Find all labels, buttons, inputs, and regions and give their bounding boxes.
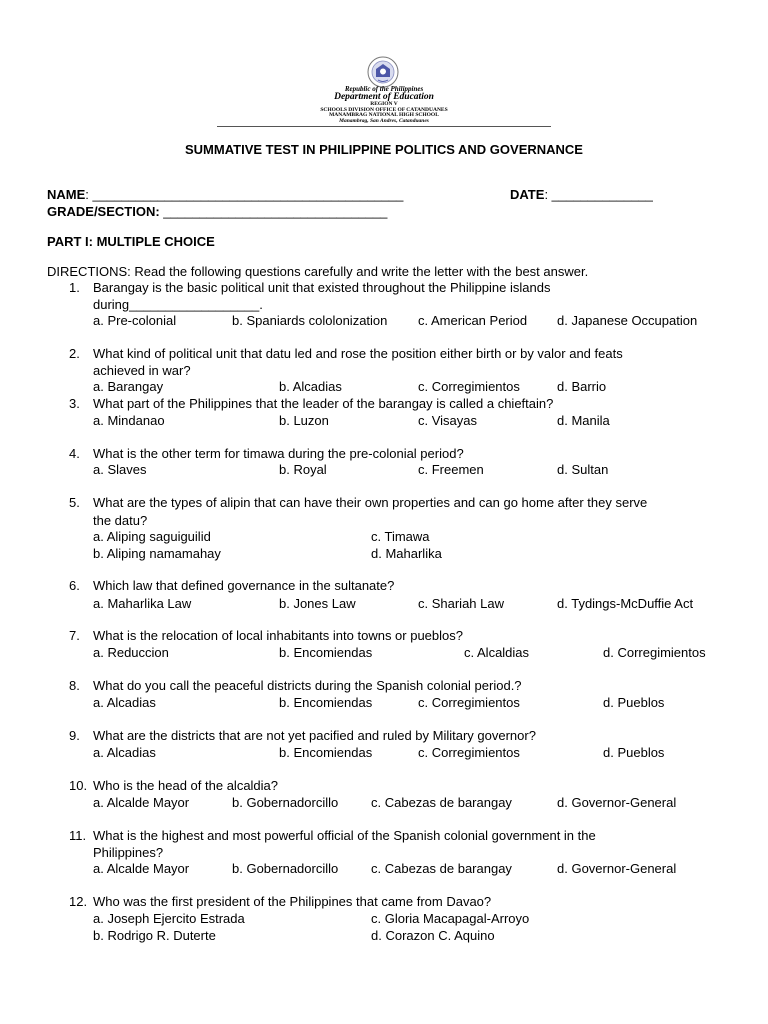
- choice-b: b. Rodrigo R. Duterte: [93, 928, 216, 943]
- grade-field: [47, 204, 387, 220]
- choice-b: b. Luzon: [279, 413, 329, 428]
- question-number: 11.: [69, 828, 87, 843]
- choice-d: d. Governor-General: [557, 861, 677, 876]
- question-number: 7.: [69, 628, 80, 643]
- name-blank: : ___________________________________________: [85, 187, 404, 202]
- choice-d: d. Corregimientos: [603, 645, 706, 660]
- choice-d: d. Tydings-McDuffie Act: [557, 596, 694, 611]
- choice-d: d. Pueblos: [603, 695, 665, 710]
- question-text: the datu?: [93, 513, 148, 528]
- date-field: [510, 187, 653, 203]
- choice-b: b. Aliping namamahay: [93, 546, 221, 561]
- choice-c: c. Visayas: [418, 413, 478, 428]
- question-number: 4.: [69, 446, 80, 461]
- question-text: What are the districts that are not yet pacified and ruled by Military governor?: [93, 728, 536, 743]
- question-number: 5.: [69, 495, 80, 510]
- question-text: Philippines?: [93, 845, 164, 860]
- choice-d: d. Barrio: [557, 379, 607, 394]
- question-text: Barangay is the basic political unit that existed throughout the Philippine islands: [93, 280, 551, 295]
- choice-a: a. Aliping saguiguilid: [93, 529, 211, 544]
- choice-b: b. Royal: [279, 462, 327, 477]
- choice-b: b. Encomiendas: [279, 695, 373, 710]
- choice-c: c. American Period: [418, 313, 528, 328]
- choice-b: b. Gobernadorcillo: [232, 861, 339, 876]
- question-text: Who was the first president of the Philippines that came from Davao?: [93, 894, 492, 909]
- choice-a: a. Reduccion: [93, 645, 169, 660]
- question-text: What is the relocation of local inhabitants into towns or pueblos?: [93, 628, 463, 643]
- question-text: What is the other term for timawa during the pre-colonial period?: [93, 446, 464, 461]
- deped-seal-icon: [361, 56, 405, 88]
- question-text: What do you call the peaceful districts during the Spanish colonial period.?: [93, 678, 522, 693]
- choice-a: a. Joseph Ejercito Estrada: [93, 911, 245, 926]
- question-number: 3.: [69, 396, 80, 411]
- header-address: Manambrag, San Andres, Catanduanes: [339, 117, 429, 124]
- choice-d: d. Sultan: [557, 462, 609, 477]
- choice-a: a. Maharlika Law: [93, 596, 192, 611]
- choice-d: d. Maharlika: [371, 546, 442, 561]
- header-department: Department of Education: [334, 92, 434, 102]
- choice-a: a. Pre-colonial: [93, 313, 177, 328]
- question-text: achieved in war?: [93, 363, 191, 378]
- choice-c: c. Timawa: [371, 529, 430, 544]
- question-text: What are the types of alipin that can have their own properties and can go home after they serve: [93, 495, 648, 510]
- choice-b: b. Alcadias: [279, 379, 342, 394]
- date-blank: : ______________: [544, 187, 653, 202]
- choice-c: c. Cabezas de barangay: [371, 861, 512, 876]
- choice-c: c. Freemen: [418, 462, 484, 477]
- choice-d: d. Pueblos: [603, 745, 665, 760]
- header-divider: [217, 126, 551, 127]
- name-label: NAME: [47, 187, 86, 202]
- question-text: during__________________.: [93, 297, 263, 312]
- choice-a: a. Slaves: [93, 462, 147, 477]
- choice-c: c. Shariah Law: [418, 596, 504, 611]
- question-text: What kind of political unit that datu led and rose the position either birth or by valor and feats: [93, 346, 623, 361]
- choice-c: c. Corregimientos: [418, 745, 520, 760]
- choice-b: b. Gobernadorcillo: [232, 795, 339, 810]
- choice-a: a. Alcadias: [93, 695, 156, 710]
- choice-c: c. Cabezas de barangay: [371, 795, 512, 810]
- question-text: Who is the head of the alcaldia?: [93, 778, 279, 793]
- choice-a: a. Alcalde Mayor: [93, 861, 190, 876]
- choice-a: a. Mindanao: [93, 413, 165, 428]
- question-number: 9.: [69, 728, 80, 743]
- choice-b: b. Encomiendas: [279, 645, 373, 660]
- name-field: [47, 187, 403, 203]
- choice-b: b. Jones Law: [279, 596, 356, 611]
- choice-d: d. Manila: [557, 413, 610, 428]
- directions: DIRECTIONS: Read the following questions carefully and write the letter with the best answer.: [47, 264, 589, 279]
- grade-label: GRADE/SECTION:: [47, 204, 160, 219]
- choice-a: a. Alcalde Mayor: [93, 795, 190, 810]
- choice-d: d. Governor-General: [557, 795, 677, 810]
- page-title: SUMMATIVE TEST IN PHILIPPINE POLITICS AND GOVERNANCE: [185, 142, 583, 157]
- question-number: 8.: [69, 678, 80, 693]
- question-number: 6.: [69, 578, 80, 593]
- question-number: 1.: [69, 280, 80, 295]
- question-text: What is the highest and most powerful official of the Spanish colonial government in the: [93, 828, 596, 843]
- choice-a: a. Alcadias: [93, 745, 156, 760]
- header-republic: Republic of the Philippines: [344, 85, 424, 93]
- choice-c: c. Corregimientos: [418, 695, 520, 710]
- question-text: Which law that defined governance in the sultanate?: [93, 578, 395, 593]
- header-region: REGION V: [370, 101, 398, 107]
- choice-b: b. Encomiendas: [279, 745, 373, 760]
- part-heading: PART I: MULTIPLE CHOICE: [47, 234, 215, 249]
- choice-c: c. Corregimientos: [418, 379, 520, 394]
- question-number: 10.: [69, 778, 88, 793]
- header-school: MANAMBRAG NATIONAL HIGH SCHOOL: [329, 112, 439, 118]
- question-number: 12.: [69, 894, 88, 909]
- grade-blank: _______________________________: [159, 204, 388, 219]
- choice-c: c. Gloria Macapagal-Arroyo: [371, 911, 530, 926]
- header-division: SCHOOLS DIVISION OFFICE OF CATANDUANES: [320, 106, 448, 113]
- choice-c: c. Alcaldias: [464, 645, 530, 660]
- choice-d: d. Japanese Occupation: [557, 313, 698, 328]
- question-number: 2.: [69, 346, 80, 361]
- choice-a: a. Barangay: [93, 379, 164, 394]
- date-label: DATE: [510, 187, 545, 202]
- choice-b: b. Spaniards cololonization: [232, 313, 388, 328]
- question-text: What part of the Philippines that the leader of the barangay is called a chieftain?: [93, 396, 554, 411]
- choice-d: d. Corazon C. Aquino: [371, 928, 495, 943]
